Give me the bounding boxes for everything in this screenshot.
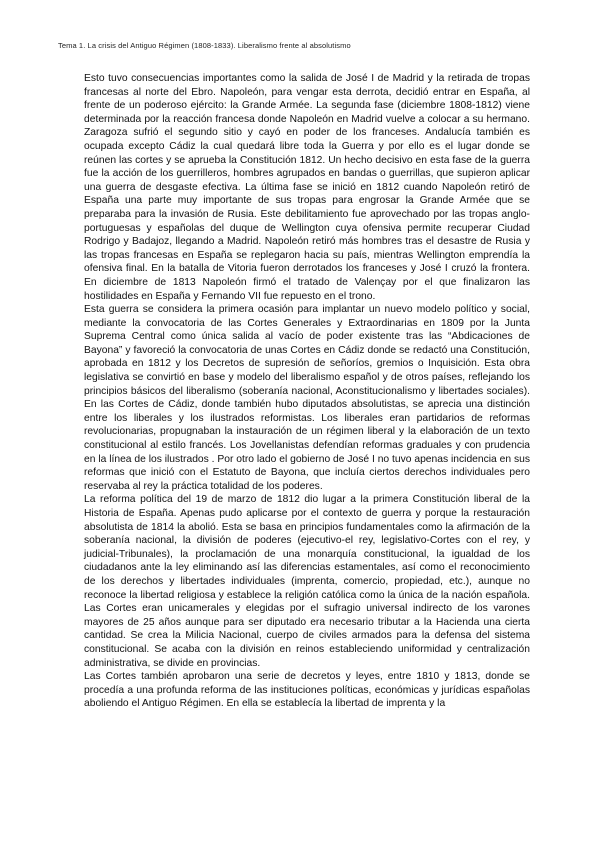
paragraph: Esta guerra se considera la primera ocasión para implantar un nuevo modelo político y social, mediante la convocatoria de las Cortes Generales y Extraordinarias en 1809 por la Junta Suprema Central como única salida al vacío de poder existente tras las “Abdicaciones de Bayona” y favoreció la convocatoria de unas Cortes en Cádiz donde se redactó una Constitución, aprobada en 1812 y los Decretos de supresión de señoríos, gremios o Inquisición. Esta obra legislativa se convirtió en base y modelo del liberalismo español y de otros países, reflejando los principios básicos del liberalismo (soberanía nacional, Aconstitucionalismo y libertades sociales). En las Cortes de Cádiz, donde también hubo diputados absolutistas, se aprecia una distinción entre los liberales y los ilustrados reformistas. Los liberales eran partidarios de reformas revolucionarias, propugnaban la instauración de un régimen liberal y la elaboración de un texto constitucional al estilo francés. Los Jovellanistas defendían reformas graduales y con prudencia en la línea de los ilustrados . Por otro lado el gobierno de José I no tuvo apenas incidencia en sus reformas que inició con el Estatuto de Bayona, que incluía ciertos derechos individuales pero reservaba al rey la práctica totalidad de los poderes. <box>84 304 530 492</box>
document-body <box>84 72 530 711</box>
paragraph: Esto tuvo consecuencias importantes como la salida de José I de Madrid y la retirada de tropas francesas al norte del Ebro. Napoleón, para vengar esta derrota, decidió entrar en España, al frente de un poderoso ejército: la Grande Armée. La segunda fase (diciembre 1808-1812) viene determinada por la reacción francesa donde Napoleón en Madrid vuelve a colocar a su hermano. Zaragoza sufrió el segundo sitio y cayó en poder de los franceses. Andalucía también es ocupada excepto Cádiz la cual quedará libre toda la Guerra y por ello es el lugar donde se reúnen las cortes y se aprueba la Constitución 1812. Un hecho decisivo en esta fase de la guerra fue la acción de los guerrilleros, hombres agrupados en bandas o guerrillas, que supieron aplicar una guerra de desgaste efectiva. La última fase se inició en 1812 cuando Napoleón retiró de España una parte muy importante de sus tropas para engrosar la Grande Armée que se preparaba para la invasión de Rusia. Este debilitamiento fue aprovechado por las tropas anglo-portuguesas y españolas del duque de Wellington cuya ofensiva permite recuperar Ciudad Rodrigo y Badajoz, llegando a Madrid. Napoleón retiró más hombres tras el desastre de Rusia y las tropas francesas en España se replegaron hacia su país, mientras Wellington emprendía la ofensiva final. En la batalla de Vitoria fueron derrotados los franceses y José I cruzó la frontera. En diciembre de 1813 Napoleón firmó el tratado de Valençay por el que finalizaron las hostilidades en España y Fernando VII fue repuesto en el trono. <box>84 73 530 302</box>
running-header: Tema 1. La crisis del Antiguo Régimen (1808-1833). Liberalismo frente al absolutismo <box>58 41 351 50</box>
paragraph: Las Cortes también aprobaron una serie de decretos y leyes, entre 1810 y 1813, donde se procedía a una profunda reforma de las instituciones políticas, económicas y jurídicas españolas aboliendo el Antiguo Régimen. En ella se establecía la libertad de imprenta y la <box>84 671 530 710</box>
paragraph: La reforma política del 19 de marzo de 1812 dio lugar a la primera Constitución liberal de la Historia de España. Apenas pudo aplicarse por el contexto de guerra y porque la restauración absolutista de 1814 la abolió. Esta se basa en principios fundamentales como la afirmación de la soberanía nacional, la división de poderes (ejecutivo-el rey, legislativo-Cortes con el rey, y judicial-Tribunales), la proclamación de una monarquía constitucional, la igualdad de los ciudadanos ante la ley eliminando así las diferencias estamentales, así como el reconocimiento de los derechos y libertades individuales (imprenta, comercio, propiedad, etc.), aunque no reconoce la libertad religiosa y establece la religión católica como la única de la nación española. Las Cortes eran unicamerales y elegidas por el sufragio universal indirecto de los varones mayores de 25 años aunque para ser diputado era necesario tributar a la Hacienda una cierta cantidad. Se crea la Milicia Nacional, cuerpo de civiles armados para la defensa del sistema constitucional. Se acaba con la división en reinos estableciendo uniformidad y centralización administrativa, se divide en provincias. <box>84 494 530 669</box>
